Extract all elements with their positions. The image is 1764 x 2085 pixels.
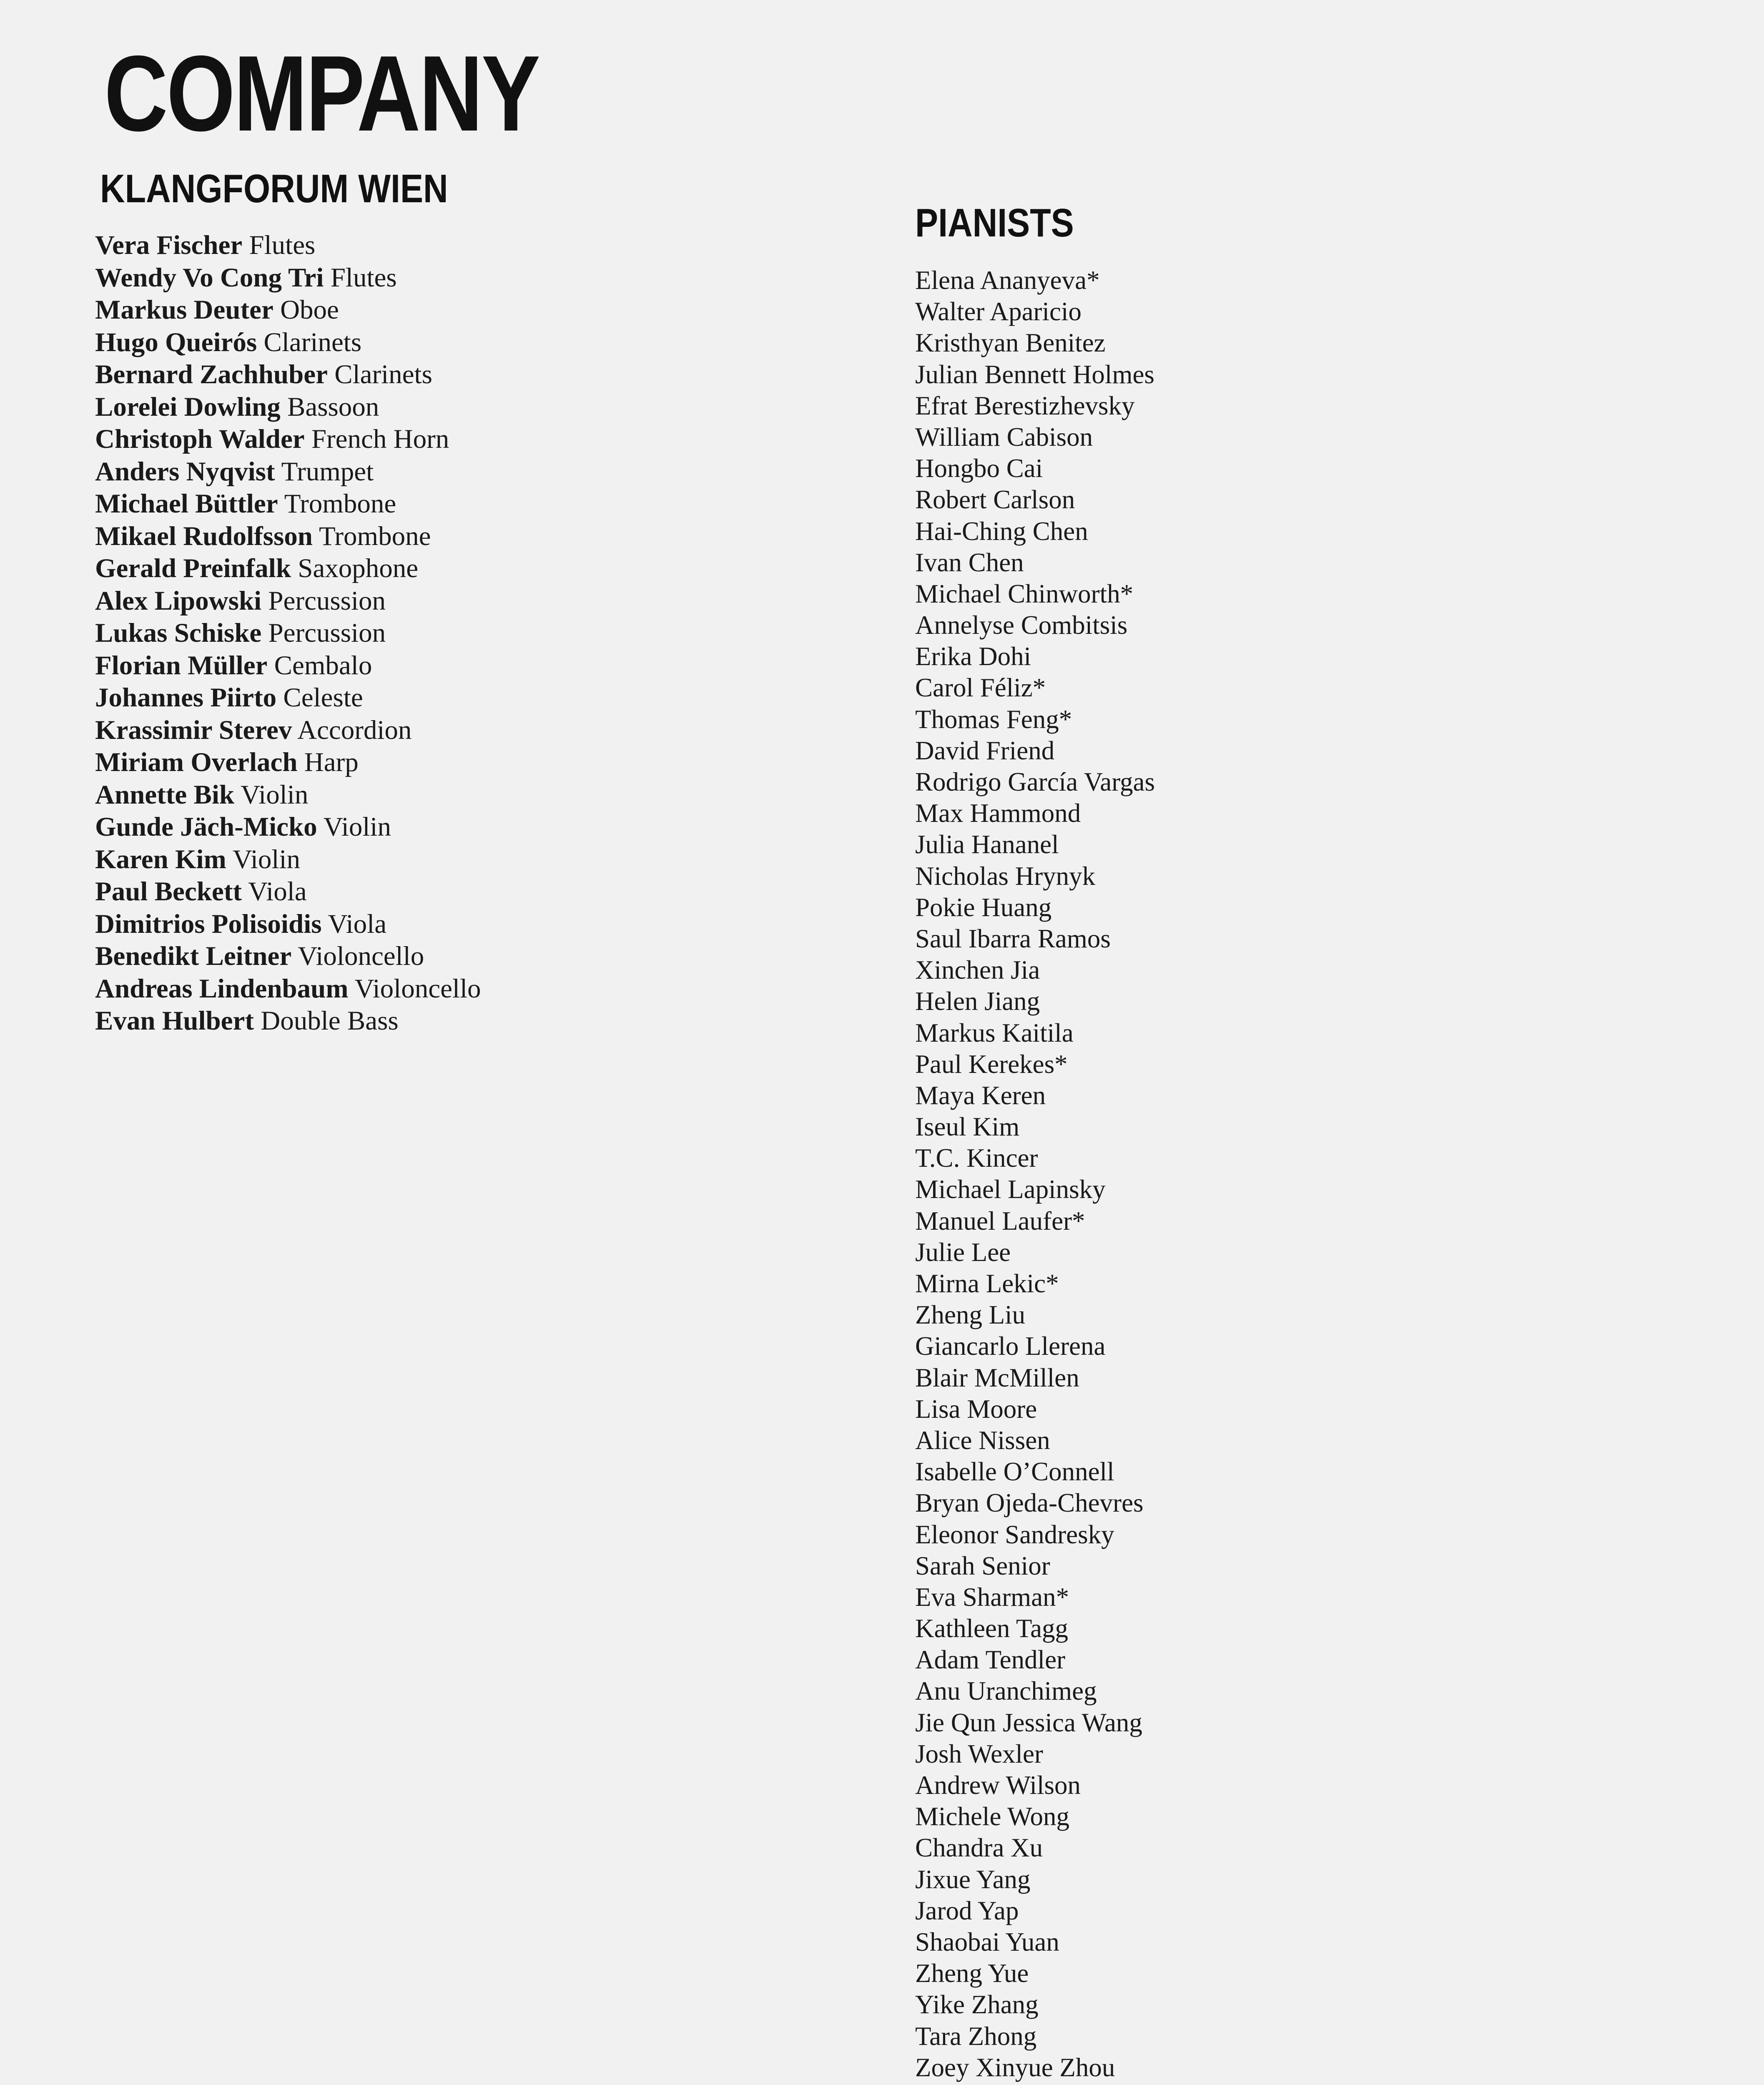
member-instrument: Violoncello [354, 973, 481, 1004]
member-name: Markus Deuter [95, 295, 274, 325]
member-instrument: Celeste [283, 683, 363, 713]
member-instrument: Viola [248, 877, 307, 907]
roster-row [95, 811, 481, 844]
member-instrument: Accordion [297, 715, 412, 745]
roster-row [95, 262, 481, 294]
pianist-name: Eleonor Sandresky [915, 1520, 1114, 1549]
pianist-name: Robert Carlson [915, 485, 1075, 515]
pianist-name: Zheng Yue [915, 1959, 1029, 1988]
member-name: Florian Müller [95, 650, 268, 681]
pianist-name: Michael Lapinsky [915, 1175, 1106, 1204]
member-name: Evan Hulbert [95, 1006, 254, 1036]
pianist-name: Lisa Moore [915, 1394, 1037, 1424]
member-name: Miriam Overlach [95, 747, 298, 777]
roster-row [95, 488, 481, 520]
pianist-name: Helen Jiang [915, 987, 1040, 1016]
roster-row [95, 940, 481, 973]
member-name: Lukas Schiske [95, 618, 262, 648]
member-instrument: Clarinets [263, 327, 362, 357]
ensemble-roster [95, 229, 481, 1037]
pianist-name: Hai-Ching Chen [915, 516, 1088, 546]
roster-row [95, 908, 481, 941]
pianist-name: Pokie Huang [915, 892, 1052, 922]
member-instrument: Harp [304, 747, 359, 777]
member-name: Wendy Vo Cong Tri [95, 262, 324, 293]
ensemble-heading: KLANGFORUM WIEN [100, 166, 448, 211]
member-instrument: Violin [241, 779, 309, 810]
member-instrument: Oboe [280, 295, 339, 325]
roster-row [95, 779, 481, 811]
pianist-name: Isabelle O’Connell [915, 1457, 1114, 1487]
pianist-name: Efrat Berestizhevsky [915, 391, 1135, 420]
roster-row [95, 682, 481, 714]
pianist-name: Xinchen Jia [915, 955, 1040, 985]
pianist-name: Jixue Yang [915, 1864, 1031, 1894]
member-name: Anders Nyqvist [95, 456, 275, 487]
roster-row [95, 1005, 481, 1037]
roster-row [95, 327, 481, 359]
pianist-name: Nicholas Hrynyk [915, 861, 1096, 891]
pianist-name: Thomas Feng* [915, 704, 1072, 734]
roster-row [95, 617, 481, 650]
roster-row [95, 520, 481, 553]
pianist-name: Mirna Lekic* [915, 1269, 1059, 1298]
pianist-name: Adam Tendler [915, 1645, 1066, 1675]
pianists-heading: PIANISTS [915, 201, 1074, 245]
member-instrument: Saxophone [298, 553, 419, 583]
pianist-name: Walter Aparicio [915, 297, 1082, 327]
member-instrument: Percussion [268, 585, 386, 616]
member-name: Andreas Lindenbaum [95, 973, 349, 1004]
pianist-name: Julie Lee [915, 1237, 1011, 1267]
pianist-name: Iseul Kim [915, 1112, 1020, 1142]
pianist-name: Manuel Laufer* [915, 1206, 1085, 1236]
pianist-name: Julia Hananel [915, 830, 1059, 859]
roster-row [95, 229, 481, 262]
member-name: Benedikt Leitner [95, 941, 292, 971]
member-instrument: Trumpet [281, 456, 374, 487]
pianist-name: Max Hammond [915, 799, 1081, 828]
pianist-name: Kathleen Tagg [915, 1614, 1069, 1643]
member-instrument: French Horn [311, 424, 449, 454]
pianist-name: Shaobai Yuan [915, 1927, 1059, 1957]
pianists-list [915, 265, 1155, 2083]
member-name: Mikael Rudolfsson [95, 521, 313, 551]
pianist-name: Chandra Xu [915, 1833, 1043, 1863]
pianist-name: Hongbo Cai [915, 454, 1043, 483]
member-name: Paul Beckett [95, 877, 242, 907]
member-instrument: Bassoon [287, 392, 379, 422]
roster-row [95, 844, 481, 876]
roster-row [95, 294, 481, 327]
member-name: Bernard Zachhuber [95, 359, 328, 389]
pianist-name: Jie Qun Jessica Wang [915, 1708, 1142, 1737]
roster-row [95, 714, 481, 747]
pianist-name: Paul Kerekes* [915, 1049, 1068, 1079]
pianist-name: David Friend [915, 736, 1055, 765]
pianist-name: Carol Féliz* [915, 673, 1046, 703]
member-instrument: Violin [323, 812, 391, 842]
pianist-name: Erika Dohi [915, 642, 1031, 671]
member-name: Dimitrios Polisoidis [95, 909, 322, 939]
pianist-name: Ivan Chen [915, 548, 1024, 577]
member-name: Michael Büttler [95, 489, 278, 519]
roster-row [95, 359, 481, 391]
pianist-name: Markus Kaitila [915, 1018, 1074, 1048]
roster-row [95, 876, 481, 908]
pianist-name: Maya Keren [915, 1080, 1046, 1110]
pianist-name: T.C. Kincer [915, 1143, 1038, 1173]
pianist-name: Anu Uranchimeg [915, 1676, 1097, 1706]
pianist-name: Alice Nissen [915, 1425, 1050, 1455]
pianist-name: Zheng Liu [915, 1300, 1026, 1330]
member-instrument: Violin [232, 844, 301, 874]
member-instrument: Cembalo [274, 650, 372, 681]
member-name: Johannes Piirto [95, 683, 277, 713]
roster-row [95, 423, 481, 456]
member-name: Krassimir Sterev [95, 715, 292, 745]
member-name: Alex Lipowski [95, 585, 262, 616]
roster-row [95, 585, 481, 618]
pianist-name: Zoey Xinyue Zhou [915, 2052, 1115, 2082]
member-instrument: Double Bass [261, 1006, 399, 1036]
pianist-name: Annelyse Combitsis [915, 610, 1128, 640]
pianist-name: Blair McMillen [915, 1363, 1079, 1392]
pianist-name: Michael Chinworth* [915, 579, 1134, 608]
member-name: Annette Bik [95, 779, 235, 810]
member-name: Gunde Jäch-Micko [95, 812, 317, 842]
member-name: Lorelei Dowling [95, 392, 281, 422]
member-name: Karen Kim [95, 844, 226, 874]
pianist-name: Michele Wong [915, 1802, 1069, 1831]
member-instrument: Percussion [268, 618, 386, 648]
roster-row [95, 553, 481, 585]
member-instrument: Trombone [319, 521, 431, 551]
member-name: Vera Fischer [95, 230, 243, 260]
member-name: Gerald Preinfalk [95, 553, 291, 583]
pianist-name: Eva Sharman* [915, 1582, 1069, 1612]
pianist-name: Sarah Senior [915, 1551, 1050, 1580]
pianist-name: Andrew Wilson [915, 1771, 1081, 1800]
member-instrument: Clarinets [334, 359, 432, 389]
member-name: Hugo Queirós [95, 327, 257, 357]
roster-row [95, 391, 481, 424]
member-instrument: Viola [328, 909, 387, 939]
page-title: COMPANY [104, 33, 539, 153]
pianist-name: Julian Bennett Holmes [915, 359, 1154, 389]
member-name: Christoph Walder [95, 424, 305, 454]
member-instrument: Violoncello [298, 941, 424, 971]
roster-row [95, 650, 481, 682]
pianist-name: Josh Wexler [915, 1739, 1043, 1768]
pianist-name: William Cabison [915, 422, 1093, 452]
pianist-name: Rodrigo García Vargas [915, 767, 1155, 796]
pianist-name: Bryan Ojeda-Chevres [915, 1488, 1144, 1518]
member-instrument: Flutes [330, 262, 397, 293]
roster-row [95, 973, 481, 1005]
roster-row [95, 456, 481, 488]
member-instrument: Trombone [284, 489, 396, 519]
pianist-name: Kristhyan Benitez [915, 328, 1106, 358]
pianist-name: Saul Ibarra Ramos [915, 924, 1111, 953]
pianist-name: Giancarlo Llerena [915, 1331, 1106, 1361]
pianist-name: Elena Ananyeva* [915, 266, 1100, 295]
roster-row [95, 746, 481, 779]
pianist-name: Yike Zhang [915, 1990, 1039, 2020]
pianist-name: Tara Zhong [915, 2021, 1037, 2051]
member-instrument: Flutes [249, 230, 316, 260]
pianist-name: Jarod Yap [915, 1896, 1019, 1925]
